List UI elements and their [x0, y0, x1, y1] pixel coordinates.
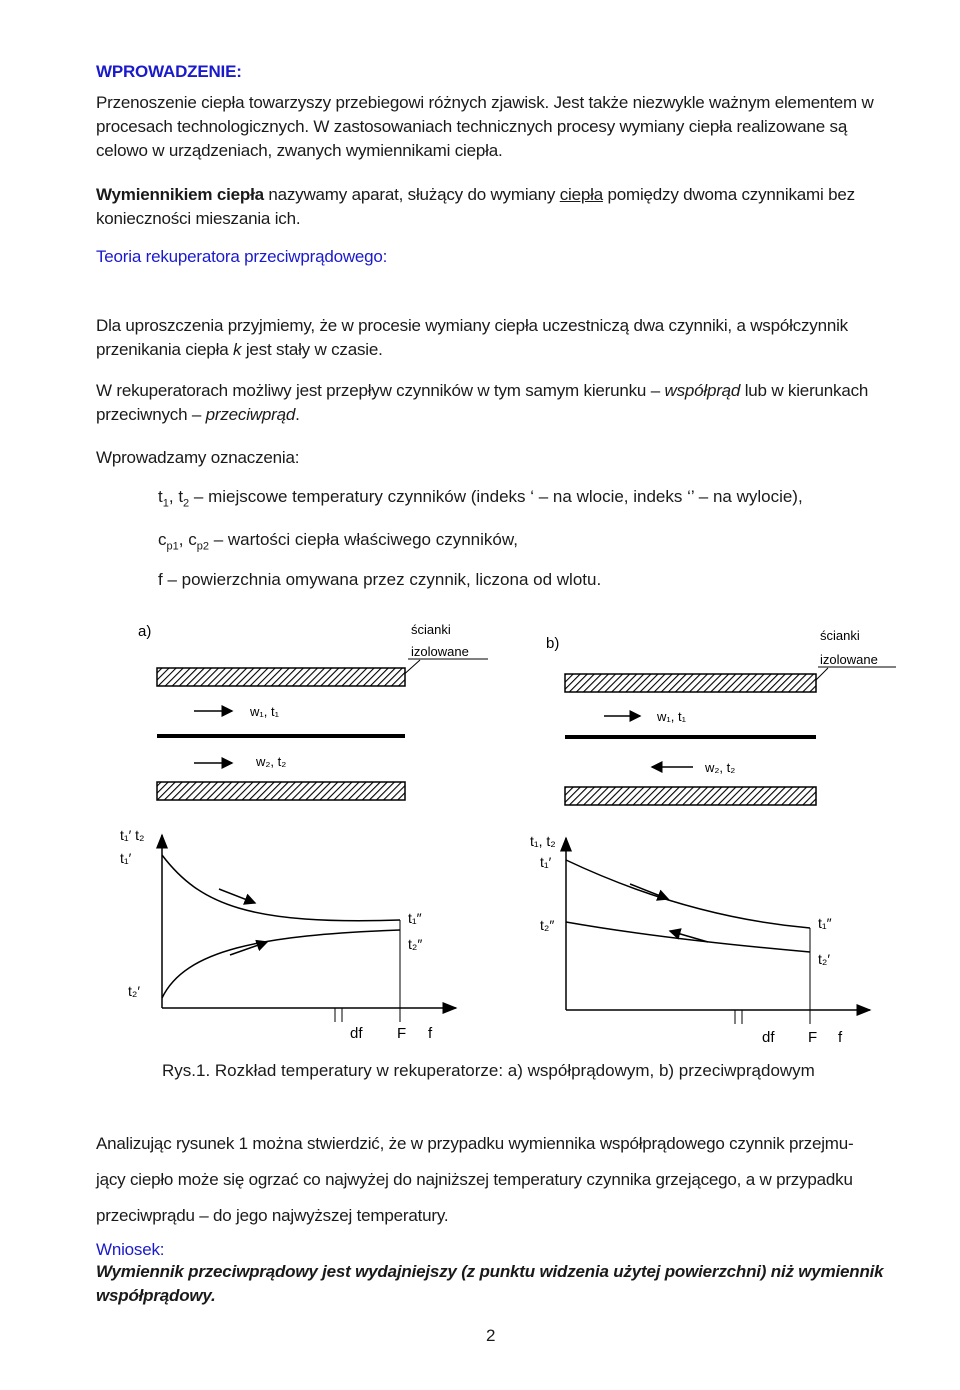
panel-a-t2-inlet-label: t₂′ — [128, 983, 140, 999]
panel-a-hot-arrow — [219, 889, 255, 903]
theory-p1-text-a: Dla uproszczenia przyjmiemy, że w procesie wymiany ciepła uczestniczą dwa czynniki, a współczynnik przenikania ciepła — [96, 316, 848, 359]
panel-b-label: b) — [546, 635, 560, 652]
panel-b-t1-outlet-label: t₁″ — [818, 915, 832, 931]
panel-a-wall-label-2: izolowane — [411, 644, 469, 659]
conclusion-heading: Wniosek: — [96, 1240, 165, 1259]
panel-a-cold-curve — [162, 930, 400, 998]
intro-paragraph: Przenoszenie ciepła towarzyszy przebiegowi różnych zjawisk. Jest także niezwykle ważnym elementem w procesach technologicznych. W zastosowaniach technicznych procesy wymiany ciepła realizowane są celowo w urządzeniach, zwanych wymiennikami ciepła. — [96, 93, 874, 160]
panel-a-flow2-label: w₂, t₂ — [256, 754, 287, 769]
panel-a-top-wall — [157, 668, 405, 686]
notation-temperature: $t_1$, $t_2$ – miejscowe temperatury czynników (indeks ‘ – na wlocie, indeks ‘’ – na wylocie), — [158, 487, 803, 510]
panel-a-t2-outlet-label: t₂″ — [408, 936, 423, 952]
panel-b-t2-inlet-label: t₂′ — [818, 951, 830, 967]
sub-1: 1 — [162, 497, 169, 510]
conclusion-text: Wymiennik przeciwprądowy jest wydajniejszy (z punktu widzenia użytej powierzchni) niż wymiennik współprądowy. — [96, 1262, 884, 1305]
notation-surface — [158, 570, 601, 590]
sym-c1: c — [158, 530, 167, 549]
panel-b-t2-outlet-label: t₂″ — [540, 917, 555, 933]
theory-p1-text-b: jest stały w czasie. — [241, 340, 383, 359]
panel-b-df-label: df — [762, 1029, 775, 1046]
panel-a-F-label: F — [397, 1025, 407, 1042]
panel-b-hot-arrow — [630, 884, 668, 899]
definition-text-a: nazywamy aparat, służący do wymiany — [263, 185, 560, 204]
notation-specific-heat-text: – wartości ciepła właściwego czynników, — [213, 530, 518, 549]
sub-p1: p1 — [166, 540, 179, 553]
theory-paragraph-2 — [96, 379, 896, 427]
page-number: 2 — [486, 1326, 496, 1345]
panel-a-y-top-label: t₁′ t₂ — [120, 827, 145, 843]
panel-b-flow2-label: w₂, t₂ — [705, 760, 736, 775]
panel-a — [120, 622, 488, 1042]
sub-2: 2 — [183, 497, 190, 510]
theory-p2-cocurrent: współprąd — [664, 381, 741, 400]
panel-b-flow1-label: w₁, t₁ — [657, 709, 686, 724]
theory-p2-text-c: . — [295, 405, 300, 424]
sym-c2: c — [188, 530, 197, 549]
panel-a-label: a) — [138, 623, 152, 640]
panel-b-cold-curve — [566, 922, 810, 952]
panel-a-t1-outlet-label: t₁″ — [408, 910, 422, 926]
heat-exchanger-definition — [96, 183, 896, 231]
panel-a-t1-inlet-label: t₁′ — [120, 850, 132, 866]
panel-a-bottom-wall — [157, 782, 405, 800]
theory-p2-countercurrent: przeciwprąd — [205, 405, 296, 424]
recuperator-figure — [0, 610, 960, 1070]
panel-a-hot-curve — [162, 855, 400, 921]
panel-b-wall-label-1: ścianki — [820, 628, 860, 643]
panel-b-y-top-label: t₁, t₂ — [530, 833, 556, 849]
sub-p2: p2 — [196, 540, 209, 553]
theory-heading: Teoria rekuperatora przeciwprądowego: — [96, 247, 388, 266]
panel-b-bottom-wall — [565, 787, 816, 805]
theory-p2-text-a: W rekuperatorach możliwy jest przepływ czynników w tym samym kierunku – — [96, 381, 665, 400]
theory-p1-k: k — [233, 340, 242, 359]
sym-t2: t — [178, 487, 184, 506]
analysis-line-3: przeciwprądu – do jego najwyższej temperatury. — [96, 1206, 449, 1225]
panel-b-hot-curve — [566, 860, 810, 928]
definition-term: Wymiennikiem ciepła — [96, 185, 264, 204]
panel-b-t1-inlet-label: t₁′ — [540, 854, 552, 870]
notation-specific-heat: $c_{p1}$, $c_{p2}$ – wartości ciepła właściwego czynników, — [158, 530, 518, 553]
panel-b-wall-label-2: izolowane — [820, 652, 878, 667]
panel-b-F-label: F — [808, 1029, 818, 1046]
theory-p2-text-b: lub w kierunkach przeciwnych – — [96, 381, 869, 424]
intro-heading: WPROWADZENIE: — [96, 62, 242, 81]
figure-caption: Rys.1. Rozkład temperatury w rekuperatorze: a) współprądowym, b) przeciwprądowym — [162, 1061, 815, 1080]
theory-paragraph-1 — [96, 314, 896, 362]
panel-a-f-label: f — [428, 1025, 433, 1042]
sym-t1: t — [158, 487, 163, 506]
panel-b — [530, 628, 896, 1046]
analysis-paragraph — [96, 1126, 896, 1234]
analysis-line-2: jący ciepło może się ogrzać co najwyżej do najniższej temperatury czynnika grzejącego, a w przypadku — [96, 1170, 853, 1189]
definition-underlined: ciepła — [559, 185, 603, 204]
notation-temperature-text: – miejscowe temperatury czynników (indeks ‘ – na wlocie, indeks ‘’ – na wylocie), — [193, 487, 803, 506]
panel-a-df-label: df — [350, 1025, 363, 1042]
analysis-line-1: Analizując rysunek 1 można stwierdzić, że w przypadku wymiennika współprądowego czynnik przejmu- — [96, 1134, 854, 1153]
panel-a-wall-label-1: ścianki — [411, 622, 451, 637]
sym-f: f — [158, 570, 163, 589]
panel-b-top-wall — [565, 674, 816, 692]
definition-text-b: pomiędzy dwoma czynnikami bez konieczności mieszania ich. — [96, 185, 855, 228]
notation-intro: Wprowadzamy oznaczenia: — [96, 448, 300, 467]
panel-b-f-label: f — [838, 1029, 843, 1046]
panel-a-flow1-label: w₁, t₁ — [250, 704, 279, 719]
notation-surface-text: – powierzchnia omywana przez czynnik, liczona od wlotu. — [167, 570, 602, 589]
